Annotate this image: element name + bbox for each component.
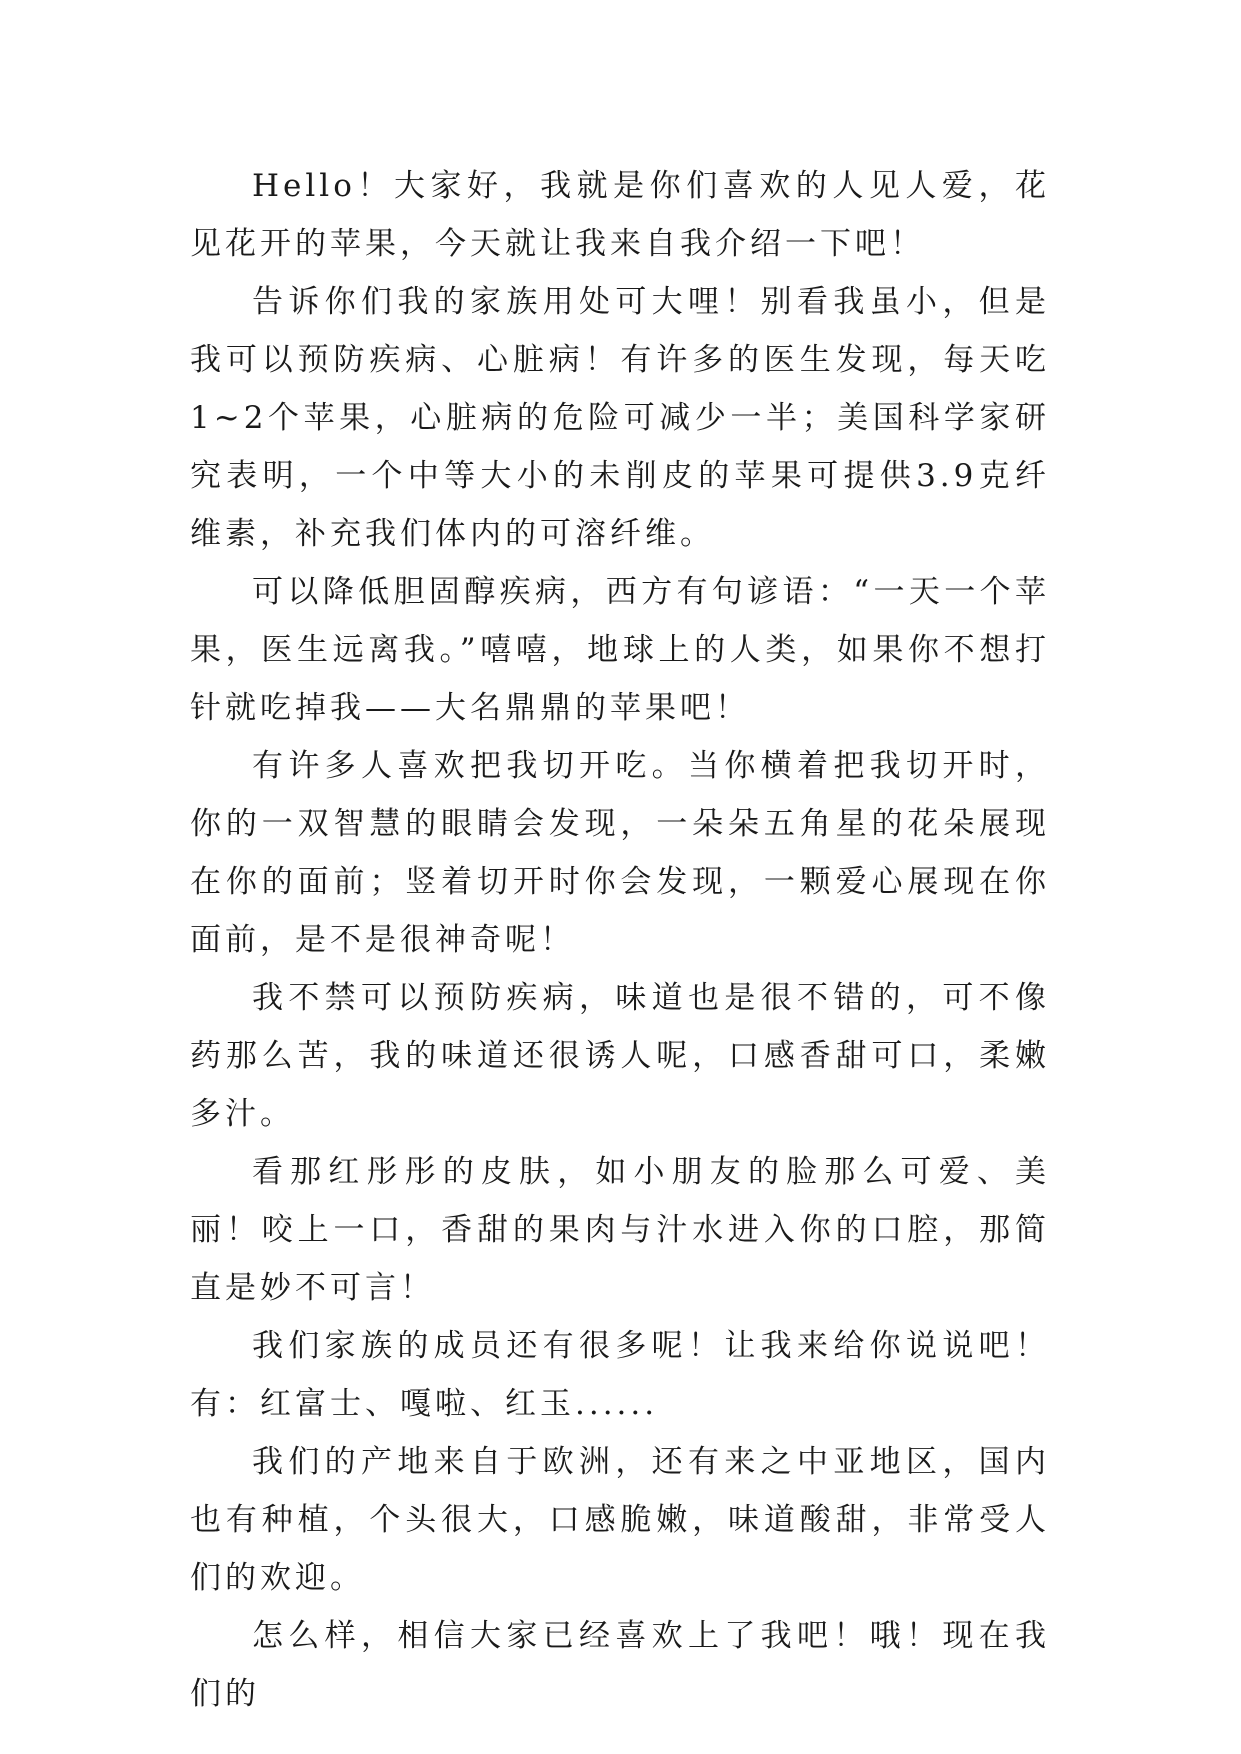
paragraph-8: 我们的产地来自于欧洲，还有来之中亚地区，国内也有种植，个头很大，口感脆嫩，味道酸甜，非常受人们的欢迎。 (190, 1444, 1050, 1596)
paragraph-6: 看那红彤彤的皮肤，如小朋友的脸那么可爱、美丽！咬上一口，香甜的果肉与汁水进入你的口腔，那简直是妙不可言！ (190, 1154, 1050, 1306)
document-body (190, 157, 1050, 1723)
paragraph-4: 有许多人喜欢把我切开吃。当你横着把我切开时，你的一双智慧的眼睛会发现，一朵朵五角星的花朵展现在你的面前；竖着切开时你会发现，一颗爱心展现在你面前，是不是很神奇呢！ (190, 748, 1050, 958)
paragraph-1: Hello！大家好，我就是你们喜欢的人见人爱，花见花开的苹果，今天就让我来自我介绍一下吧！ (190, 168, 1050, 262)
paragraph-7: 我们家族的成员还有很多呢！让我来给你说说吧！有：红富士、嘎啦、红玉...... (190, 1328, 1050, 1422)
paragraph-2: 告诉你们我的家族用处可大哩！别看我虽小，但是我可以预防疾病、心脏病！有许多的医生发现，每天吃1~2个苹果，心脏病的危险可减少一半；美国科学家研究表明，一个中等大小的未削皮的苹果可提供3.9克纤维素，补充我们体内的可溶纤维。 (190, 284, 1050, 552)
paragraph-9: 怎么样，相信大家已经喜欢上了我吧！哦！现在我们的 (190, 1618, 1050, 1712)
paragraph-5: 我不禁可以预防疾病，味道也是很不错的，可不像药那么苦，我的味道还很诱人呢，口感香甜可口，柔嫩多汁。 (190, 980, 1050, 1132)
paragraph-3: 可以降低胆固醇疾病，西方有句谚语：“一天一个苹果，医生远离我。”嘻嘻，地球上的人类，如果你不想打针就吃掉我——大名鼎鼎的苹果吧！ (190, 574, 1050, 726)
